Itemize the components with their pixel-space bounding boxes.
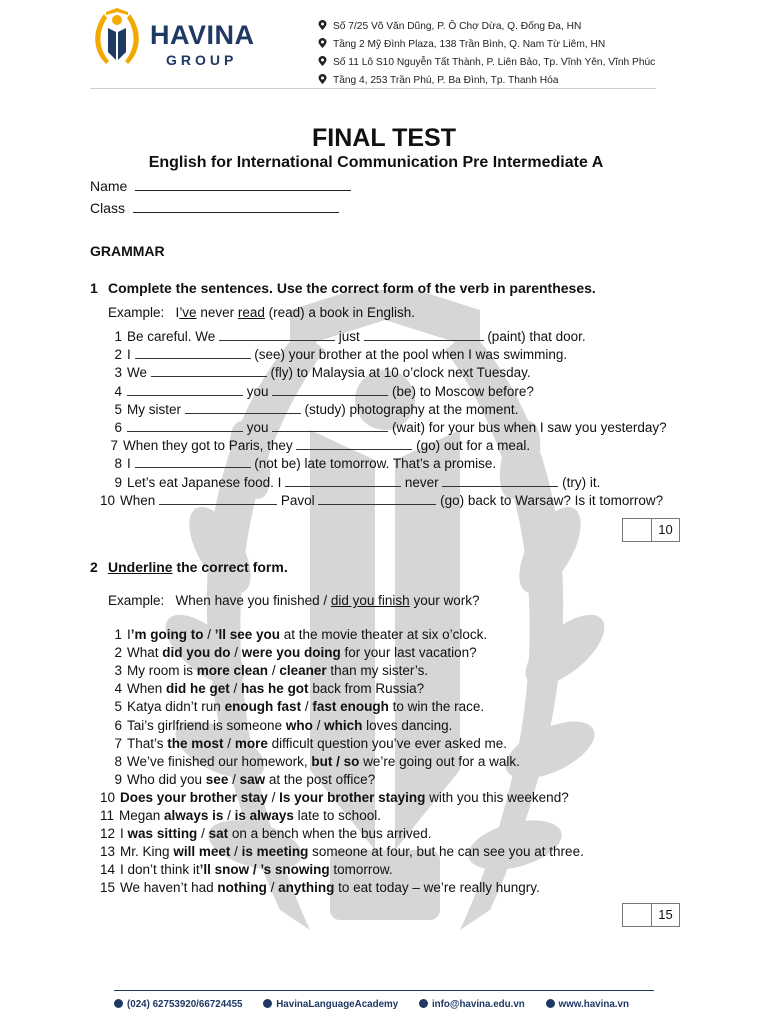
item-text: at the post office? (265, 771, 376, 787)
question-2-item (100, 861, 393, 879)
footer-website: www.havina.vn (546, 999, 629, 1010)
item-text: We haven’t had (120, 880, 218, 896)
question-1-item (108, 346, 567, 364)
footer-email: info@havina.edu.vn (419, 999, 525, 1010)
address-line: Tầng 2 Mỹ Đình Plaza, 138 Trần Bình, Q. Nam Từ Liêm, HN (318, 36, 655, 54)
item-text: tomorrow. (329, 862, 393, 878)
item-number: 3 (114, 365, 122, 381)
item-text: / (230, 645, 242, 661)
item-text: at the movie theater at six o’clock. (280, 627, 488, 642)
item-number: 6 (114, 717, 122, 733)
class-label: Class (90, 200, 126, 216)
question-2-item (108, 662, 428, 680)
answer-blank[interactable] (159, 492, 277, 505)
location-pin-icon (318, 38, 327, 48)
answer-blank[interactable] (127, 419, 243, 432)
item-text: / (268, 663, 280, 679)
address-line: Tầng 4, 253 Trần Phú, P. Ba Đình, Tp. Thanh Hóa (318, 72, 655, 90)
item-text: (go) back to Warsaw? Is it tomorrow? (436, 492, 664, 508)
item-number: 5 (114, 699, 122, 715)
item-text: When (127, 681, 167, 697)
item-text: than my sister’s. (326, 663, 429, 679)
item-number: 1 (114, 329, 122, 344)
answer-blank[interactable] (185, 401, 301, 414)
answer-blank[interactable] (442, 474, 558, 487)
choice-option[interactable]: ’ll snow / ’s snowing (199, 862, 330, 878)
item-text: you (243, 383, 273, 399)
item-text: Let’s eat Japanese food. I (127, 474, 286, 490)
choice-option[interactable]: see (205, 771, 229, 787)
address-line: Số 11 Lô S10 Nguyễn Tất Thành, P. Liên Bảo, Tp. Vĩnh Yên, Vĩnh Phúc (318, 54, 655, 72)
question-2-item (100, 879, 540, 897)
choice-option[interactable]: nothing (217, 880, 267, 896)
brand-subtitle: GROUP (166, 52, 238, 68)
item-number: 8 (114, 456, 122, 472)
item-text: We’ve finished our homework, (127, 753, 312, 769)
item-text: to eat today – we’re really hungry. (334, 880, 540, 896)
item-text: / (267, 789, 280, 805)
item-text: back from Russia? (308, 681, 425, 697)
havina-emblem-icon (90, 6, 144, 70)
item-text: I don’t think it (120, 862, 200, 878)
choice-option[interactable]: more clean (196, 663, 269, 679)
choice-option[interactable]: which (324, 717, 363, 733)
item-text: Tai’s girlfriend is someone (127, 717, 286, 733)
item-text: I (127, 347, 135, 363)
class-blank[interactable] (133, 200, 339, 213)
item-text: / (266, 880, 279, 896)
question-1-item (108, 328, 586, 346)
answer-blank[interactable] (151, 364, 267, 377)
item-number: 13 (100, 844, 116, 860)
item-number: 8 (114, 753, 122, 769)
item-number: 2 (114, 645, 122, 661)
location-pin-icon (318, 20, 327, 30)
question-2-item (100, 789, 569, 807)
choice-option[interactable]: did you do (162, 645, 231, 661)
choice-option[interactable]: Is your brother staying (279, 789, 426, 805)
item-text: What (127, 645, 163, 661)
item-text: Katya didn’t run (127, 699, 225, 715)
item-number: 7 (110, 438, 118, 454)
item-text: on a bench when the bus arrived. (228, 826, 432, 842)
item-number: 4 (114, 383, 122, 399)
item-number: 10 (100, 789, 116, 805)
section-heading: GRAMMAR (90, 243, 165, 259)
choice-option[interactable]: Does your brother stay (120, 789, 268, 805)
score-entry[interactable] (622, 903, 652, 927)
email-icon (419, 999, 428, 1008)
item-number: 1 (114, 627, 122, 642)
question-instruction: Complete the sentences. Use the correct form of the verb in parentheses. (108, 280, 596, 296)
choice-option[interactable]: has he got (241, 681, 309, 697)
item-number: 4 (114, 681, 122, 697)
answer-blank[interactable] (272, 383, 388, 396)
item-text: Pavol (277, 492, 319, 508)
item-text: for your last vacation? (340, 645, 477, 661)
item-text: difficult question you’ve ever asked me. (267, 735, 507, 751)
answer-blank[interactable] (272, 419, 388, 432)
choice-option[interactable]: who (285, 717, 313, 733)
item-text: just (335, 329, 364, 344)
question-2-item (100, 807, 381, 825)
question-2-item (100, 843, 584, 861)
question-1-item (100, 492, 663, 510)
class-field (90, 200, 339, 216)
item-text: with you this weekend? (425, 789, 569, 805)
item-text: (go) out for a meal. (412, 438, 531, 454)
location-pin-icon (318, 74, 327, 84)
item-number: 10 (100, 492, 116, 508)
name-blank[interactable] (135, 178, 351, 191)
item-text: / (229, 681, 242, 697)
footer-facebook: HavinaLanguageAcademy (263, 999, 398, 1010)
question-2-item (108, 626, 487, 644)
item-text: (study) photography at the moment. (300, 401, 519, 417)
choice-option[interactable]: but / so (311, 753, 360, 769)
question-number: 1 (90, 280, 98, 296)
question-instruction: the correct form. (172, 559, 288, 575)
item-text: (not be) late tomorrow. That’s a promise. (250, 456, 497, 472)
item-text: Megan (119, 808, 165, 823)
choice-option[interactable]: more (234, 735, 268, 751)
item-text: never (401, 474, 443, 490)
location-pin-icon (318, 56, 327, 66)
item-text: / (223, 808, 235, 823)
score-max: 15 (652, 903, 680, 927)
question-2-item (108, 771, 375, 789)
phone-icon (114, 999, 123, 1008)
answer-blank[interactable] (318, 492, 436, 505)
item-text: / (312, 717, 325, 733)
choice-option[interactable]: ’ll see you (214, 627, 281, 642)
item-text: (fly) to Malaysia at 10 o’clock next Tuesday. (266, 365, 531, 381)
question-1-item (108, 419, 667, 437)
answer-blank[interactable] (364, 328, 484, 341)
item-text: / (203, 627, 215, 642)
name-field (90, 178, 351, 194)
item-number: 5 (114, 401, 122, 417)
question-1-item (108, 401, 518, 419)
score-entry[interactable] (622, 518, 652, 542)
item-text: I (127, 456, 135, 472)
answer-blank[interactable] (135, 455, 251, 468)
item-text: Be careful. We (127, 329, 220, 344)
choice-option[interactable]: anything (278, 880, 335, 896)
question-2-example: Example: When have you finished / did you finish your work? (108, 593, 480, 608)
globe-icon (546, 999, 555, 1008)
question-1-item (108, 364, 531, 382)
question-2-item (100, 825, 431, 843)
choice-option[interactable]: fast enough (312, 699, 389, 715)
choice-option[interactable]: is always (234, 808, 294, 823)
item-text: (see) your brother at the pool when I was swimming. (250, 347, 568, 363)
question-1-item (108, 383, 534, 401)
item-text: to win the race. (388, 699, 485, 715)
item-text: / (301, 699, 313, 715)
item-number: 14 (100, 862, 116, 878)
item-text: / (223, 735, 235, 751)
item-text: late to school. (293, 808, 381, 823)
item-number: 11 (100, 808, 115, 823)
choice-option[interactable]: will meet (173, 844, 231, 860)
item-number: 3 (114, 663, 122, 679)
brand-name: HAVINA (150, 20, 255, 50)
choice-option[interactable]: ’m going to (130, 627, 204, 642)
page-title: FINAL TEST (312, 124, 456, 152)
item-text: / (228, 771, 240, 787)
choice-option[interactable]: the most (167, 735, 224, 751)
item-text: I (120, 826, 128, 842)
question-1-item (104, 437, 530, 455)
answer-blank[interactable] (219, 328, 335, 341)
page-subtitle: English for International Communication Pre Intermediate A (148, 154, 604, 171)
address-line: Số 7/25 Võ Văn Dũng, P. Ô Chợ Dừa, Q. Đống Đa, HN (318, 18, 655, 36)
question-2-item (108, 680, 424, 698)
item-number: 12 (100, 826, 116, 842)
item-number: 9 (114, 771, 122, 787)
item-text: (try) it. (558, 474, 601, 490)
question-2-item (108, 753, 520, 771)
question-instruction-underlined: Underline (108, 559, 173, 575)
choice-option[interactable]: cleaner (279, 663, 327, 679)
question-1-score-box (622, 518, 680, 540)
item-text: When they got to Paris, they (123, 438, 297, 454)
footer-phone: (024) 62753920/66724455 (114, 999, 243, 1010)
havina-logo (90, 6, 280, 70)
answer-blank[interactable] (285, 474, 401, 487)
item-text: / (230, 844, 242, 860)
choice-option[interactable]: was sitting (127, 826, 198, 842)
question-2-heading (90, 559, 288, 575)
item-text: When (120, 492, 160, 508)
item-text: (paint) that door. (483, 329, 586, 344)
item-text: we’re going out for a walk. (359, 753, 520, 769)
question-1-example: Example: I’ve never read (read) a book in English. (108, 305, 415, 320)
question-2-item (108, 644, 477, 662)
contact-footer (114, 990, 654, 1010)
answer-blank[interactable] (296, 437, 412, 450)
choice-option[interactable]: did he get (166, 681, 230, 697)
choice-option[interactable]: sat (208, 826, 229, 842)
letterhead (90, 0, 656, 89)
choice-option[interactable]: were you doing (241, 645, 341, 661)
score-max: 10 (652, 518, 680, 542)
question-2-item (108, 735, 507, 753)
choice-option[interactable]: enough fast (224, 699, 302, 715)
item-text: loves dancing. (362, 717, 453, 733)
name-label: Name (90, 178, 128, 194)
item-text: My room is (127, 663, 197, 679)
choice-option[interactable]: always is (164, 808, 224, 823)
question-1-heading (90, 280, 596, 296)
question-2-item (108, 698, 484, 716)
question-2-score-box (622, 903, 680, 925)
question-2-item (108, 717, 452, 735)
answer-blank[interactable] (127, 383, 243, 396)
choice-option[interactable]: saw (239, 771, 266, 787)
item-number: 2 (114, 347, 122, 363)
item-text: Mr. King (120, 844, 174, 860)
item-text: Who did you (127, 771, 206, 787)
question-number: 2 (90, 559, 98, 575)
question-1-item (108, 474, 600, 492)
item-text: That’s (127, 735, 168, 751)
item-text: / (197, 826, 209, 842)
choice-option[interactable]: is meeting (241, 844, 309, 860)
item-number: 9 (114, 474, 122, 490)
item-text: (wait) for your bus when I saw you yesterday? (388, 420, 667, 435)
item-text: I (127, 627, 131, 642)
item-text: (be) to Moscow before? (388, 383, 534, 399)
facebook-icon (263, 999, 272, 1008)
address-list (318, 18, 655, 90)
item-text: We (127, 365, 151, 381)
item-text: someone at four, but he can see you at three. (308, 844, 584, 860)
item-number: 7 (114, 735, 122, 751)
item-number: 6 (114, 420, 122, 435)
question-1-item (108, 455, 496, 473)
answer-blank[interactable] (135, 346, 251, 359)
item-text: you (243, 420, 273, 435)
item-text: My sister (127, 401, 185, 417)
item-number: 15 (100, 880, 116, 896)
